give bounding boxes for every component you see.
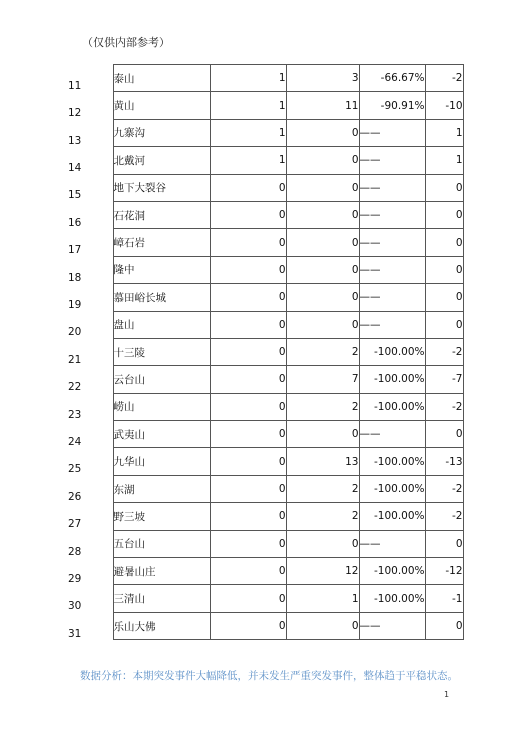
change-value: -1 — [425, 585, 463, 612]
previous-count: 0 — [286, 229, 359, 256]
change-value: 0 — [425, 311, 463, 338]
current-count: 0 — [210, 530, 286, 557]
scenic-spot-name: 北戴河 — [113, 147, 210, 174]
change-value: -12 — [425, 558, 463, 585]
current-count: 1 — [210, 147, 286, 174]
current-count: 0 — [210, 366, 286, 393]
change-rate: -100.00% — [359, 393, 425, 420]
change-rate: —— — [359, 256, 425, 283]
scenic-spot-name: 三清山 — [113, 585, 210, 612]
row-index: 13 — [68, 134, 82, 147]
change-value: -2 — [425, 503, 463, 530]
row-index: 24 — [68, 435, 82, 448]
scenic-spot-name: 嶂石岩 — [113, 229, 210, 256]
change-rate: -100.00% — [359, 366, 425, 393]
previous-count: 0 — [286, 612, 359, 639]
change-value: -2 — [425, 393, 463, 420]
table-row — [68, 65, 463, 92]
table-row — [68, 338, 463, 365]
table-row — [68, 229, 463, 256]
change-value: 0 — [425, 284, 463, 311]
scenic-spot-name: 慕田峪长城 — [113, 284, 210, 311]
change-rate: -100.00% — [359, 585, 425, 612]
table-row — [68, 147, 463, 174]
change-value: -2 — [425, 65, 463, 92]
table-row — [68, 284, 463, 311]
change-value: 1 — [425, 119, 463, 146]
scenic-spot-name: 乐山大佛 — [113, 612, 210, 639]
scenic-spot-name: 九华山 — [113, 448, 210, 475]
table-row — [68, 393, 463, 420]
current-count: 0 — [210, 284, 286, 311]
row-index: 19 — [68, 299, 82, 312]
scenic-spot-name: 东湖 — [113, 475, 210, 502]
change-value: 1 — [425, 147, 463, 174]
scenic-spot-name: 五台山 — [113, 530, 210, 557]
previous-count: 2 — [286, 393, 359, 420]
table-row — [68, 503, 463, 530]
table-row — [68, 311, 463, 338]
change-value: -13 — [425, 448, 463, 475]
change-rate: —— — [359, 612, 425, 639]
current-count: 1 — [210, 92, 286, 119]
scenic-spot-name: 隆中 — [113, 256, 210, 283]
scenic-spot-name: 野三坡 — [113, 503, 210, 530]
current-count: 0 — [210, 338, 286, 365]
change-value: 0 — [425, 421, 463, 448]
previous-count: 3 — [286, 65, 359, 92]
change-value: 0 — [425, 201, 463, 228]
change-value: 0 — [425, 612, 463, 639]
change-rate: —— — [359, 311, 425, 338]
previous-count: 0 — [286, 284, 359, 311]
row-index: 31 — [68, 627, 82, 640]
change-value: 0 — [425, 174, 463, 201]
change-rate: -100.00% — [359, 448, 425, 475]
table-row — [68, 92, 463, 119]
row-index: 20 — [68, 326, 82, 339]
table-row — [68, 558, 463, 585]
previous-count: 1 — [286, 585, 359, 612]
scenic-spot-name: 避暑山庄 — [113, 558, 210, 585]
previous-count: 13 — [286, 448, 359, 475]
previous-count: 11 — [286, 92, 359, 119]
current-count: 0 — [210, 558, 286, 585]
previous-count: 2 — [286, 338, 359, 365]
row-index: 22 — [68, 381, 82, 394]
table-body — [68, 65, 463, 640]
row-index: 15 — [68, 189, 82, 202]
row-index: 17 — [68, 244, 82, 257]
change-value: 0 — [425, 229, 463, 256]
previous-count: 0 — [286, 256, 359, 283]
table-row — [68, 174, 463, 201]
change-rate: -100.00% — [359, 558, 425, 585]
table-row — [68, 421, 463, 448]
analysis-text: 数据分析：本期突发事件大幅降低，并未发生严重突发事件，整体趋于平稳状态。 — [80, 670, 458, 682]
current-count: 0 — [210, 256, 286, 283]
current-count: 0 — [210, 174, 286, 201]
table-row — [68, 530, 463, 557]
change-rate: —— — [359, 119, 425, 146]
row-index: 27 — [68, 518, 82, 531]
row-index: 26 — [68, 490, 82, 503]
current-count: 0 — [210, 201, 286, 228]
row-index: 11 — [68, 79, 82, 92]
scenic-spot-name: 泰山 — [113, 65, 210, 92]
scenic-spot-name: 石花洞 — [113, 201, 210, 228]
row-index: 12 — [68, 107, 82, 120]
previous-count: 0 — [286, 201, 359, 228]
scenic-spot-name: 十三陵 — [113, 338, 210, 365]
previous-count: 0 — [286, 147, 359, 174]
change-value: -7 — [425, 366, 463, 393]
row-index: 21 — [68, 353, 82, 366]
previous-count: 12 — [286, 558, 359, 585]
current-count: 0 — [210, 475, 286, 502]
scenic-spot-name: 武夷山 — [113, 421, 210, 448]
previous-count: 2 — [286, 503, 359, 530]
change-rate: -100.00% — [359, 338, 425, 365]
change-rate: -66.67% — [359, 65, 425, 92]
table-row — [68, 366, 463, 393]
scenic-spot-name: 云台山 — [113, 366, 210, 393]
scenic-spot-name: 崂山 — [113, 393, 210, 420]
row-index: 29 — [68, 572, 82, 585]
change-rate: -100.00% — [359, 475, 425, 502]
row-index: 14 — [68, 162, 82, 175]
change-value: 0 — [425, 256, 463, 283]
change-rate: —— — [359, 530, 425, 557]
previous-count: 0 — [286, 174, 359, 201]
current-count: 0 — [210, 393, 286, 420]
change-rate: -90.91% — [359, 92, 425, 119]
table-row — [68, 119, 463, 146]
current-count: 0 — [210, 448, 286, 475]
table-row — [68, 201, 463, 228]
change-value: -2 — [425, 475, 463, 502]
scenic-spot-name: 地下大裂谷 — [113, 174, 210, 201]
current-count: 0 — [210, 311, 286, 338]
row-index: 23 — [68, 408, 82, 421]
change-value: -10 — [425, 92, 463, 119]
table-row — [68, 448, 463, 475]
incident-table — [68, 64, 464, 640]
scenic-spot-name: 九寨沟 — [113, 119, 210, 146]
row-index: 18 — [68, 271, 82, 284]
current-count: 0 — [210, 612, 286, 639]
previous-count: 0 — [286, 119, 359, 146]
row-index: 16 — [68, 216, 82, 229]
current-count: 1 — [210, 65, 286, 92]
change-rate: —— — [359, 147, 425, 174]
change-value: 0 — [425, 530, 463, 557]
current-count: 0 — [210, 585, 286, 612]
table-row — [68, 475, 463, 502]
change-rate: —— — [359, 284, 425, 311]
scenic-spot-name: 黄山 — [113, 92, 210, 119]
change-rate: -100.00% — [359, 503, 425, 530]
header-note: （仅供内部参考） — [82, 36, 170, 49]
row-index: 25 — [68, 463, 82, 476]
previous-count: 0 — [286, 311, 359, 338]
row-index: 28 — [68, 545, 82, 558]
table-row — [68, 585, 463, 612]
previous-count: 0 — [286, 530, 359, 557]
change-rate: —— — [359, 174, 425, 201]
current-count: 0 — [210, 503, 286, 530]
previous-count: 2 — [286, 475, 359, 502]
current-count: 0 — [210, 421, 286, 448]
previous-count: 0 — [286, 421, 359, 448]
page-number: 1 — [444, 690, 450, 699]
change-rate: —— — [359, 201, 425, 228]
table-row — [68, 612, 463, 639]
previous-count: 7 — [286, 366, 359, 393]
current-count: 0 — [210, 229, 286, 256]
change-value: -2 — [425, 338, 463, 365]
row-index: 30 — [68, 600, 82, 613]
current-count: 1 — [210, 119, 286, 146]
change-rate: —— — [359, 421, 425, 448]
table-row — [68, 256, 463, 283]
scenic-spot-name: 盘山 — [113, 311, 210, 338]
change-rate: —— — [359, 229, 425, 256]
